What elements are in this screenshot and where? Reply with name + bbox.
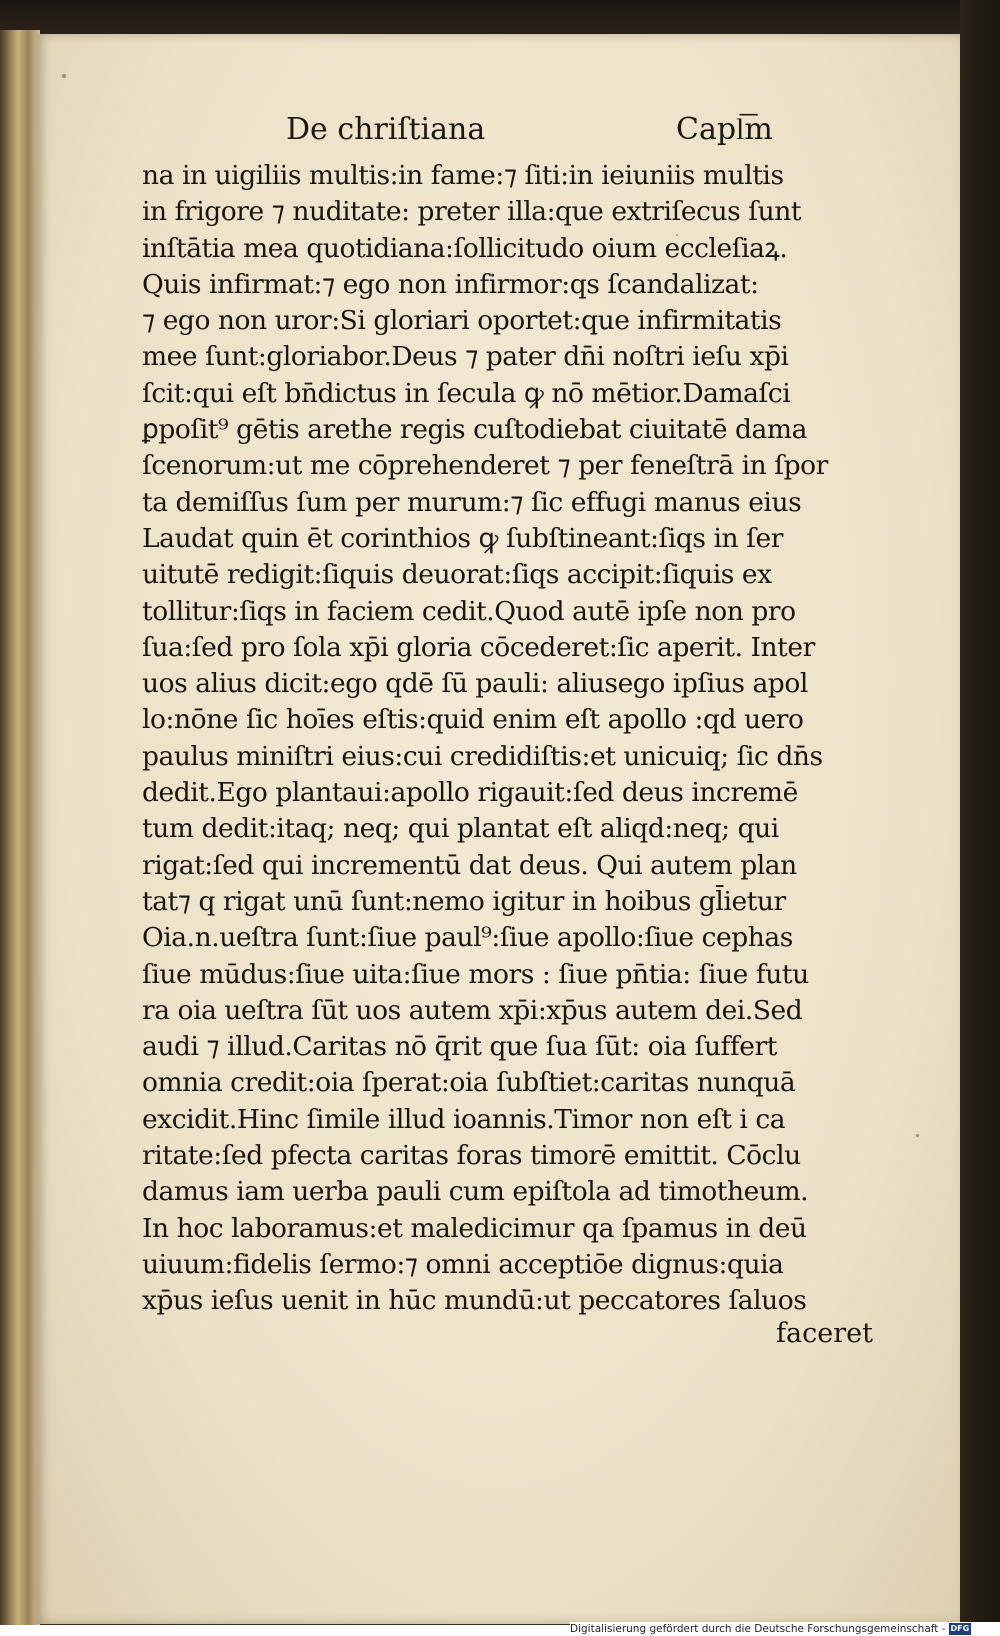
scan-right-edge bbox=[960, 0, 1000, 1625]
text-line: In hoc laboramus:et maledicimur qa ſpamus in deū bbox=[142, 1212, 807, 1244]
catchword: faceret bbox=[776, 1318, 873, 1349]
text-line: uitutē redigit:ſiquis deuorat:ſiqs accipit:ſiquis ex bbox=[142, 559, 772, 591]
body-text bbox=[142, 158, 942, 1320]
running-head-title: De chriſtiana bbox=[286, 112, 486, 147]
book-gutter bbox=[0, 30, 40, 1625]
funding-footer bbox=[570, 1622, 1000, 1636]
text-line: excidit.Hinc ſimile illud ioannis.Timor non eſt i ca bbox=[142, 1103, 786, 1135]
text-line: ſcenorum:ut me cōprehenderet ⁊ per feneſtrā in ſpor bbox=[142, 450, 828, 482]
funding-text: Digitalisierung gefördert durch die Deutsche Forschungsgemeinschaft - bbox=[570, 1623, 946, 1635]
text-line: ra oia ueſtra ſūt uos autem xp̄i:xp̄us autem dei.Sed bbox=[142, 994, 803, 1026]
text-line: in frigore ⁊ nuditate: preter illa:que extriſecus ſunt bbox=[142, 196, 802, 228]
text-line: ſiue mūdus:ſiue uita:ſiue mors : ſiue pn̄tia: ſiue futu bbox=[142, 958, 809, 990]
text-line: ritate:ſed pfecta caritas foras timorē emittit. Cōclu bbox=[142, 1140, 801, 1172]
text-line: lo:nōne ſic hoīes eſtis:quid enim eſt apollo :qd uero bbox=[142, 704, 804, 736]
text-line: uos alius dicit:ego qdē ſū pauli: aliusego ipſius apol bbox=[142, 668, 808, 700]
text-line: ta demiſſus ſum per murum:⁊ ſic effugi manus eius bbox=[142, 486, 802, 518]
running-head-chapter: Capl͞m bbox=[676, 112, 773, 147]
text-line: Laudat quin ēt corinthios ꝙ ſubſtineant:ſiqs in ſer bbox=[142, 522, 783, 554]
text-line: Oia.n.ueſtra ſunt:ſiue paul⁹:ſiue apollo:ſiue cephas bbox=[142, 922, 793, 954]
text-line: dedit.Ego plantaui:apollo rigauit:ſed deus incremē bbox=[142, 777, 798, 809]
text-line: uiuum:fidelis ſermo:⁊ omni acceptiōe dignus:quia bbox=[142, 1248, 784, 1280]
text-line: tum dedit:itaq; neq; qui plantat eſt aliqd:neq; qui bbox=[142, 813, 779, 845]
text-line: Quis infirmat:⁊ ego non infirmor:qs ſcandalizat: bbox=[142, 268, 759, 300]
text-line: ſua:ſed pro ſola xp̄i gloria cōcederet:ſic aperit. Inter bbox=[142, 631, 815, 663]
text-line: tat⁊ q rigat unū ſunt:nemo igitur in hoibus gl̄ietur bbox=[142, 885, 786, 917]
text-line: tollitur:ſiqs in faciem cedit.Quod autē ipſe non pro bbox=[142, 595, 796, 627]
text-line: damus iam uerba pauli cum epiſtola ad timotheum. bbox=[142, 1176, 809, 1208]
text-line: audi ⁊ illud.Caritas nō q̄rit que ſua ſūt: oia ſuffert bbox=[142, 1031, 777, 1063]
text-line: paulus miniſtri eius:cui credidiſtis:et unicuiq; ſic dn̄s bbox=[142, 740, 823, 772]
scan-top-edge bbox=[0, 0, 1000, 34]
text-line: na in uigiliis multis:in fame:⁊ ſiti:in ieiuniis multis bbox=[142, 160, 784, 191]
text-line: mee ſunt:gloriabor.Deus ⁊ pater dn̄i noſtri ieſu xp̄i bbox=[142, 341, 789, 373]
text-line: inſtātia mea quotidiana:ſollicitudo oium eccleſiaꝝ. bbox=[142, 232, 788, 264]
text-line: ⁊ ego non uror:Si gloriari oportet:que infirmitatis bbox=[142, 305, 782, 337]
text-line: rigat:ſed qui incrementū dat deus. Qui autem plan bbox=[142, 849, 797, 881]
text-line: ꝑpoſit⁹ gētis arethe regis cuſtodiebat ciuitatē dama bbox=[142, 414, 807, 446]
text-line: ſcit:qui eſt bn̄dictus in ſecula ꝙ nō mētior.Damaſci bbox=[142, 377, 791, 409]
running-head bbox=[286, 112, 806, 152]
dfg-logo: DFG bbox=[950, 1624, 970, 1633]
text-line: xp̄us ieſus uenit in hūc mundū:ut peccatores ſaluos bbox=[142, 1285, 807, 1317]
text-line: omnia credit:oia ſperat:oia ſubſtiet:caritas nunquā bbox=[142, 1067, 796, 1099]
